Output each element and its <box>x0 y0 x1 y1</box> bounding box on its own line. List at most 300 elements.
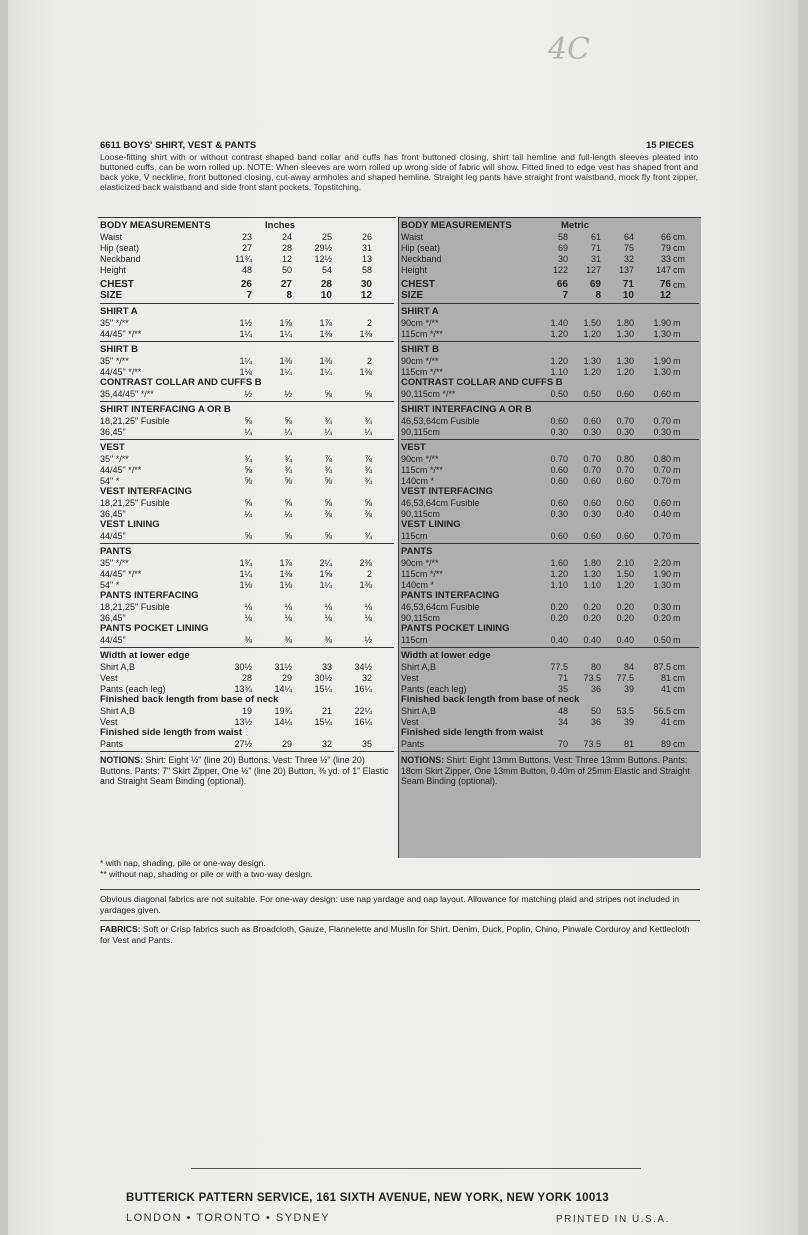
row-label: 18,21,25" Fusible <box>100 498 170 508</box>
row-unit: cm <box>673 243 685 253</box>
row-value: 1¾ <box>239 558 252 568</box>
printed-in: PRINTED IN U.S.A. <box>556 1214 670 1225</box>
row-label: VEST LINING <box>401 519 461 530</box>
row-label: CHEST <box>401 279 435 290</box>
row-value: ⅛ <box>244 602 252 612</box>
row-unit: m <box>673 367 681 377</box>
row-value: 30 <box>557 254 568 264</box>
footnote-without-nap: ** without nap, shading or pile or with a two-way design. <box>100 869 313 879</box>
row-value: 0.60 <box>583 416 601 426</box>
row-label: 140cm * <box>401 476 435 486</box>
row-value: 1.20 <box>616 367 634 377</box>
row-value: ⅛ <box>284 613 292 623</box>
row-value: 32 <box>623 254 634 264</box>
row-value: 35 <box>557 684 568 694</box>
row-value: 1.30 <box>653 580 671 590</box>
row-value: 1⅜ <box>319 329 332 339</box>
row-unit: cm <box>673 254 685 264</box>
row-value: 1.80 <box>583 558 601 568</box>
row-value: 64 <box>623 232 634 242</box>
row-value: 25 <box>321 232 332 242</box>
table-divider <box>100 401 394 402</box>
row-value: 15¼ <box>314 684 332 694</box>
footnote-nap: * with nap, shading, pile or one-way design. <box>100 858 266 868</box>
row-value: 71 <box>557 673 568 683</box>
row-label: Width at lower edge <box>100 650 190 661</box>
row-label: SIZE <box>100 290 123 301</box>
fabric-note: Obvious diagonal fabrics are not suitable. For one-way design: use nap yardage and nap layout. Allowance for matching plaid and stripes not included in yardages given. <box>100 894 680 915</box>
inches-table <box>98 217 396 858</box>
row-value: ⅜ <box>324 509 332 519</box>
row-value: 79 <box>660 243 671 253</box>
row-label: PANTS POCKET LINING <box>401 623 510 634</box>
row-value: 1.40 <box>550 318 568 328</box>
row-value: 28 <box>281 243 292 253</box>
row-value: 0.50 <box>653 635 671 645</box>
row-value: 0.20 <box>616 613 634 623</box>
row-value: ¾ <box>244 454 252 464</box>
row-value: 0.50 <box>550 389 568 399</box>
row-value: 75 <box>623 243 634 253</box>
row-value: 76 <box>659 279 671 290</box>
row-unit: m <box>673 509 681 519</box>
row-unit: m <box>673 356 681 366</box>
row-value: ½ <box>284 389 292 399</box>
row-label: 115cm <box>401 531 428 541</box>
row-label: Vest <box>401 717 419 727</box>
row-label: Shirt A,B <box>100 706 136 716</box>
row-value: 16¼ <box>354 717 372 727</box>
yardage-row <box>401 426 699 438</box>
row-value: 0.40 <box>653 509 671 519</box>
table-divider <box>100 751 394 752</box>
row-value: 39 <box>623 684 634 694</box>
row-label: 90,115cm */** <box>401 389 456 399</box>
table-divider <box>100 439 394 440</box>
row-value: 1⅜ <box>319 356 332 366</box>
row-value: ¾ <box>364 416 372 426</box>
row-value: 36 <box>590 684 601 694</box>
yardage-row <box>100 328 394 340</box>
row-value: ⅜ <box>284 635 292 645</box>
row-value: ¼ <box>244 427 252 437</box>
row-label: Width at lower edge <box>401 650 491 661</box>
row-value: 0.30 <box>583 509 601 519</box>
row-value: 13¾ <box>234 684 252 694</box>
row-value: 0.60 <box>550 476 568 486</box>
handwritten-note: 4C <box>548 32 591 67</box>
row-value: 1.30 <box>653 329 671 339</box>
row-value: 1⅜ <box>279 569 292 579</box>
row-value: 69 <box>589 279 601 290</box>
row-label: PANTS POCKET LINING <box>100 623 209 634</box>
row-value: 13 <box>361 254 372 264</box>
row-value: 30 <box>360 279 372 290</box>
row-label: 36,45" <box>100 613 126 623</box>
row-value: ¾ <box>324 465 332 475</box>
row-value: 1.30 <box>616 356 634 366</box>
row-value: 56.5 <box>653 706 671 716</box>
row-label: Finished back length from base of neck <box>401 694 580 705</box>
row-value: 31½ <box>274 662 292 672</box>
row-label: Shirt A,B <box>401 706 437 716</box>
row-value: ⅝ <box>284 531 292 541</box>
row-value: 28 <box>241 673 252 683</box>
row-value: 0.70 <box>653 465 671 475</box>
row-value: 81 <box>623 739 634 749</box>
row-value: 34 <box>557 717 568 727</box>
row-value: 1.30 <box>616 329 634 339</box>
row-value: ⅝ <box>244 416 252 426</box>
row-label: 90cm */** <box>401 318 439 328</box>
row-value: 73.5 <box>583 739 601 749</box>
row-value: 0.80 <box>653 454 671 464</box>
row-value: 87.5 <box>653 662 671 672</box>
row-value: 0.60 <box>616 389 634 399</box>
row-value: 1.30 <box>653 367 671 377</box>
row-label: Hip (seat) <box>401 243 441 253</box>
row-label: 35" */** <box>100 318 129 328</box>
pieces-count: 15 PIECES <box>645 140 694 151</box>
table-divider <box>100 543 394 544</box>
row-value: 0.70 <box>616 465 634 475</box>
row-value: 70 <box>557 739 568 749</box>
row-label: CONTRAST COLLAR AND CUFFS B <box>401 377 563 388</box>
row-value: 36 <box>590 717 601 727</box>
pattern-title: 6611 BOYS' SHIRT, VEST & PANTS <box>100 140 257 151</box>
row-label: 36,45" <box>100 427 126 437</box>
row-value: ⅝ <box>284 416 292 426</box>
table-divider <box>100 341 394 342</box>
row-value: 0.20 <box>653 613 671 623</box>
row-value: 12 <box>281 254 292 264</box>
row-value: 10 <box>622 290 634 301</box>
row-value: 0.60 <box>616 476 634 486</box>
table-divider <box>401 647 699 648</box>
row-value: ⅛ <box>324 613 332 623</box>
row-value: 2⅜ <box>359 558 372 568</box>
row-value: 8 <box>595 290 601 301</box>
measurement-row <box>100 290 394 302</box>
row-value: 1⅜ <box>359 580 372 590</box>
divider-line <box>100 889 700 890</box>
row-value: ⅜ <box>324 635 332 645</box>
row-value: 66 <box>556 279 568 290</box>
row-label: 35,44/45" */** <box>100 389 154 399</box>
table-divider <box>401 401 699 402</box>
row-value: 147 <box>655 265 671 275</box>
row-value: 34½ <box>354 662 372 672</box>
row-unit: m <box>673 318 681 328</box>
row-value: 0.20 <box>550 613 568 623</box>
row-unit: cm <box>673 739 685 749</box>
yardage-row <box>401 634 699 646</box>
row-value: 12½ <box>314 254 332 264</box>
row-value: 19 <box>241 706 252 716</box>
row-value: 0.30 <box>616 427 634 437</box>
row-value: ⅜ <box>244 635 252 645</box>
row-unit: cm <box>673 706 685 716</box>
yardage-row <box>401 738 699 750</box>
row-value: 29 <box>281 673 292 683</box>
row-label: VEST INTERFACING <box>100 486 192 497</box>
row-value: 1.20 <box>616 580 634 590</box>
row-value: 0.30 <box>583 427 601 437</box>
pattern-header <box>100 140 694 152</box>
row-label: VEST <box>100 442 125 453</box>
row-label: 36,45" <box>100 509 126 519</box>
table-divider <box>100 647 394 648</box>
row-label: PANTS <box>401 546 433 557</box>
row-label: 90,115cm <box>401 509 440 519</box>
yardage-row <box>100 634 394 646</box>
measurement-row <box>401 264 699 276</box>
row-value: 1⅛ <box>239 580 252 590</box>
row-value: 1¼ <box>279 367 292 377</box>
row-value: 0.60 <box>550 465 568 475</box>
fabrics-label: FABRICS: <box>100 924 141 934</box>
row-value: 41 <box>660 684 671 694</box>
row-value: 137 <box>618 265 634 275</box>
row-value: ⅝ <box>244 531 252 541</box>
row-value: ⅝ <box>324 389 332 399</box>
row-unit: m <box>673 602 681 612</box>
row-unit: cm <box>673 684 685 694</box>
row-value: 0.70 <box>583 454 601 464</box>
row-value: 0.40 <box>616 635 634 645</box>
row-value: 39 <box>623 717 634 727</box>
row-label: SHIRT INTERFACING A OR B <box>401 404 532 415</box>
row-value: ½ <box>244 389 252 399</box>
row-value: 0.80 <box>616 454 634 464</box>
row-value: 0.30 <box>653 602 671 612</box>
row-value: ¼ <box>364 427 372 437</box>
row-value: ¼ <box>284 509 292 519</box>
row-value: 29½ <box>314 243 332 253</box>
row-value: 1.90 <box>653 356 671 366</box>
row-value: 35 <box>361 739 372 749</box>
row-label: 54" * <box>100 476 120 486</box>
row-label: 115cm */** <box>401 465 443 475</box>
row-value: 50 <box>281 265 292 275</box>
row-value: 73.5 <box>583 673 601 683</box>
row-value: 22¼ <box>354 706 372 716</box>
table-divider <box>401 341 699 342</box>
row-value: 1.30 <box>583 569 601 579</box>
table-divider <box>100 303 394 304</box>
row-value: ¼ <box>284 427 292 437</box>
row-value: 0.40 <box>583 635 601 645</box>
row-value: ⅛ <box>324 602 332 612</box>
row-value: 1.90 <box>653 569 671 579</box>
row-value: 0.40 <box>550 635 568 645</box>
row-value: ⅝ <box>324 498 332 508</box>
row-value: ¼ <box>324 427 332 437</box>
row-label: Neckband <box>100 254 141 264</box>
row-value: 53.5 <box>616 706 634 716</box>
yardage-row <box>401 530 699 542</box>
row-value: 1⅛ <box>239 367 252 377</box>
row-value: 48 <box>241 265 252 275</box>
row-label: 44/45" */** <box>100 465 142 475</box>
row-value: 0.30 <box>550 509 568 519</box>
unit-heading: Inches <box>265 220 296 231</box>
row-value: 29 <box>281 739 292 749</box>
row-value: 21 <box>321 706 332 716</box>
row-value: 31 <box>590 254 601 264</box>
row-value: 1⅞ <box>319 318 332 328</box>
row-label: 140cm * <box>401 580 435 590</box>
row-label: PANTS INTERFACING <box>401 590 500 601</box>
row-value: 30½ <box>314 673 332 683</box>
row-label: Pants <box>100 739 124 749</box>
row-value: 58 <box>557 232 568 242</box>
row-value: ⅝ <box>244 476 252 486</box>
row-value: 0.60 <box>616 498 634 508</box>
row-value: 1.30 <box>583 356 601 366</box>
row-label: 115cm */** <box>401 569 443 579</box>
row-unit: m <box>673 613 681 623</box>
row-value: ⅝ <box>364 389 372 399</box>
row-value: 61 <box>590 232 601 242</box>
row-value: 27 <box>280 279 292 290</box>
row-value: 0.70 <box>653 476 671 486</box>
row-value: 28 <box>320 279 332 290</box>
row-value: 1.20 <box>550 329 568 339</box>
row-value: ¾ <box>324 416 332 426</box>
row-label: CONTRAST COLLAR AND CUFFS B <box>100 377 262 388</box>
row-label: 44/45" */** <box>100 569 142 579</box>
row-value: 0.40 <box>616 509 634 519</box>
row-value: ½ <box>364 635 372 645</box>
row-value: 0.60 <box>583 498 601 508</box>
notions-text: Shirt: Eight ½" (line 20) Buttons. Vest: Three ½" (line 20) Buttons. Pants: 7" Skirt Zipper, One ½" (line 20) Button, ⅜ yd. of 1" Elastic and Straight Seam Binding (optional). <box>100 755 389 786</box>
row-value: 1⅜ <box>279 356 292 366</box>
measurement-row <box>100 264 394 276</box>
row-value: ¾ <box>284 454 292 464</box>
row-label: 90,115cm <box>401 427 440 437</box>
row-value: 1⅝ <box>319 569 332 579</box>
row-unit: m <box>673 454 681 464</box>
row-value: ⅛ <box>364 613 372 623</box>
row-value: 71 <box>622 279 634 290</box>
row-label: 46,53,64cm Fusible <box>401 602 480 612</box>
table-divider <box>401 751 699 752</box>
yardage-row <box>401 328 699 340</box>
row-value: 0.60 <box>550 498 568 508</box>
row-label: 54" * <box>100 580 120 590</box>
row-value: 0.70 <box>583 465 601 475</box>
row-value: 32 <box>321 739 332 749</box>
row-value: 0.60 <box>583 531 601 541</box>
fabrics-section <box>100 924 700 946</box>
row-label: 115cm <box>401 635 428 645</box>
row-value: 0.60 <box>616 531 634 541</box>
row-value: 30½ <box>234 662 252 672</box>
row-label: 44/45" */** <box>100 329 142 339</box>
row-label: Finished side length from waist <box>401 727 543 738</box>
row-value: ⅞ <box>324 454 332 464</box>
row-unit: cm <box>673 280 685 290</box>
row-value: 0.20 <box>550 602 568 612</box>
row-value: 24 <box>281 232 292 242</box>
row-value: 0.70 <box>616 416 634 426</box>
row-value: 80 <box>590 662 601 672</box>
row-unit: m <box>673 329 681 339</box>
row-label: Waist <box>100 232 123 242</box>
row-label: 18,21,25" Fusible <box>100 602 170 612</box>
row-label: SHIRT A <box>401 306 439 317</box>
row-value: ¾ <box>364 476 372 486</box>
row-label: Vest <box>401 673 419 683</box>
row-value: 0.20 <box>616 602 634 612</box>
row-value: 1⅞ <box>279 558 292 568</box>
row-value: 1⅜ <box>359 367 372 377</box>
row-label: 115cm */** <box>401 367 443 377</box>
pattern-envelope-back <box>8 0 798 1235</box>
row-unit: m <box>673 389 681 399</box>
row-label: 46,53,64cm Fusible <box>401 498 480 508</box>
row-value: 27 <box>241 243 252 253</box>
row-label: VEST INTERFACING <box>401 486 493 497</box>
row-value: 77.5 <box>616 673 634 683</box>
row-unit: cm <box>673 265 685 275</box>
row-value: 84 <box>623 662 634 672</box>
footnotes <box>100 858 700 880</box>
row-label: Finished side length from waist <box>100 727 242 738</box>
row-value: ⅛ <box>364 602 372 612</box>
row-unit: cm <box>673 662 685 672</box>
row-value: 66 <box>660 232 671 242</box>
yardage-row <box>401 388 699 400</box>
row-unit: m <box>673 580 681 590</box>
row-value: 0.60 <box>550 531 568 541</box>
row-value: 1.20 <box>550 356 568 366</box>
row-value: 0.70 <box>653 416 671 426</box>
row-value: 0.50 <box>583 389 601 399</box>
row-value: ⅝ <box>324 476 332 486</box>
notions-label: NOTIONS: <box>401 755 445 765</box>
row-value: 14¼ <box>274 717 292 727</box>
row-value: 1.20 <box>583 367 601 377</box>
row-value: 7 <box>562 290 568 301</box>
row-value: 15¼ <box>314 717 332 727</box>
footer-rule <box>191 1168 641 1169</box>
row-label: Height <box>401 265 428 275</box>
row-value: 1¼ <box>279 329 292 339</box>
divider-line <box>100 920 700 921</box>
table-divider <box>401 439 699 440</box>
row-value: ⅝ <box>284 498 292 508</box>
row-value: 69 <box>557 243 568 253</box>
row-label: Vest <box>100 673 118 683</box>
row-value: 7 <box>246 290 252 301</box>
row-value: ⅝ <box>364 498 372 508</box>
row-value: 16¼ <box>354 684 372 694</box>
row-label: Pants <box>401 739 425 749</box>
row-value: 26 <box>361 232 372 242</box>
row-value: 1½ <box>239 318 252 328</box>
row-value: ⅛ <box>244 613 252 623</box>
notions-text: Shirt: Eight 13mm Buttons. Vest: Three 13mm Buttons. Pants: 18cm Skirt Zipper, One 13mm Button, 0.40m of 25mm Elastic and Straight Seam Binding (optional). <box>401 755 690 786</box>
row-value: 2.10 <box>616 558 634 568</box>
row-value: 122 <box>552 265 568 275</box>
row-value: 1.50 <box>616 569 634 579</box>
row-value: 12 <box>360 290 372 301</box>
row-value: 2 <box>366 569 372 579</box>
notions <box>401 755 699 787</box>
row-value: 89 <box>660 739 671 749</box>
